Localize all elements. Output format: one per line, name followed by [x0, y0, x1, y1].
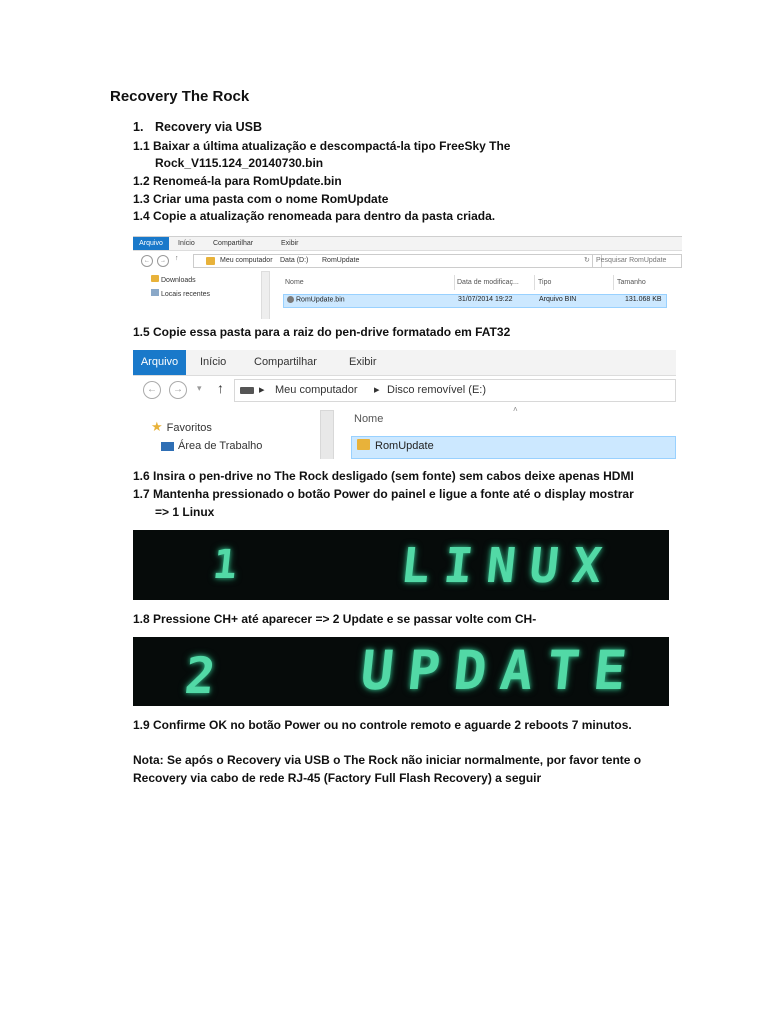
back-icon[interactable]: ←: [143, 381, 161, 399]
note-line-1: Nota: Se após o Recovery via USB o The Rock não iniciar normalmente, por favor tente o: [133, 753, 642, 767]
sidebar-item-locais-recentes[interactable]: [151, 289, 210, 298]
file-icon: [287, 296, 294, 303]
sidebar-item-downloads[interactable]: [151, 275, 196, 284]
sidebar-label: Locais recentes: [161, 291, 211, 298]
file-name: [287, 296, 345, 303]
column-data[interactable]: Data de modificaç...: [457, 279, 519, 286]
tab-arquivo[interactable]: Arquivo: [133, 350, 186, 375]
forward-icon[interactable]: →: [157, 255, 169, 267]
step-1-3: 1.3 Criar uma pasta com o nome RomUpdate: [133, 192, 389, 206]
sidebar-label: Favoritos: [166, 422, 212, 434]
explorer-screenshot-1: [133, 236, 682, 319]
section-number: 1.: [133, 120, 144, 134]
up-icon[interactable]: ↑: [217, 380, 224, 396]
section-title: Recovery via USB: [155, 120, 263, 134]
column-divider: [613, 275, 614, 290]
folder-icon: [206, 257, 215, 265]
tab-inicio[interactable]: Início: [178, 240, 195, 247]
search-input[interactable]: [592, 254, 682, 268]
sidebar-scrollbar[interactable]: [261, 271, 270, 319]
recent-icon: [151, 289, 159, 296]
search-placeholder: Pesquisar RomUpdate: [596, 257, 667, 264]
chevron-right-icon: ▸: [374, 384, 380, 396]
desktop-icon: [161, 442, 174, 451]
path-segment[interactable]: Meu computador: [275, 384, 358, 396]
file-date: 31/07/2014 19:22: [458, 296, 513, 303]
tab-compartilhar[interactable]: Compartilhar: [254, 356, 317, 368]
tab-arquivo[interactable]: Arquivo: [133, 237, 169, 250]
path-segment[interactable]: Data (D:): [280, 257, 309, 264]
explorer-screenshot-2: [133, 350, 676, 459]
chevron-right-icon: ▸: [259, 384, 265, 396]
column-nome[interactable]: Nome: [285, 279, 304, 286]
note-line-2: Recovery via cabo de rede RJ-45 (Factory Full Flash Recovery) a seguir: [133, 771, 542, 785]
vfd-text: UPDATE: [357, 639, 644, 702]
path-segment[interactable]: Disco removível (E:): [387, 384, 487, 396]
sort-arrow-icon: ˄: [513, 405, 518, 414]
column-divider: [534, 275, 535, 290]
step-1-7-cont: => 1 Linux: [155, 505, 215, 519]
vfd-number: 2: [181, 647, 233, 705]
step-1-7: 1.7 Mantenha pressionado o botão Power do painel e ligue a fonte até o display mostrar: [133, 487, 634, 501]
step-1-6: 1.6 Insira o pen-drive no The Rock desligado (sem fonte) sem cabos deixe apenas HDMI: [133, 469, 634, 483]
chevron-down-icon[interactable]: ▾: [197, 383, 202, 393]
refresh-icon[interactable]: ↻: [584, 257, 590, 264]
sidebar-scrollbar[interactable]: [320, 410, 334, 459]
tab-inicio[interactable]: Início: [200, 356, 227, 368]
vfd-text: LINUX: [398, 538, 619, 594]
path-segment[interactable]: RomUpdate: [322, 257, 360, 264]
step-1-2: 1.2 Renomeá-la para RomUpdate.bin: [133, 174, 342, 188]
star-icon: ★: [151, 419, 163, 434]
column-nome[interactable]: Nome: [354, 413, 384, 425]
back-icon[interactable]: ←: [141, 255, 153, 267]
step-1-4: 1.4 Copie a atualização renomeada para dentro da pasta criada.: [133, 209, 496, 223]
folder-icon: [151, 275, 159, 282]
step-1-8: 1.8 Pressione CH+ até aparecer => 2 Update e se passar volte com CH-: [133, 612, 537, 626]
address-bar[interactable]: [193, 254, 602, 268]
address-bar[interactable]: [234, 379, 676, 402]
file-type: Arquivo BIN: [539, 296, 577, 303]
tab-compartilhar[interactable]: Compartilhar: [213, 240, 254, 247]
drive-icon: [240, 387, 254, 394]
folder-icon: [357, 439, 370, 453]
column-divider: [454, 275, 455, 290]
sidebar-item-area-de-trabalho[interactable]: [161, 440, 262, 452]
file-name-label: RomUpdate.bin: [296, 296, 345, 304]
vfd-display-linux: [133, 530, 669, 600]
folder-name: RomUpdate: [375, 440, 434, 452]
sidebar-item-favoritos[interactable]: [151, 419, 212, 435]
folder-shape: [357, 439, 370, 450]
sidebar-label: Downloads: [161, 277, 196, 284]
vfd-number: 1: [210, 542, 254, 588]
up-icon[interactable]: ↑: [175, 255, 179, 262]
sidebar-label: Área de Trabalho: [178, 440, 263, 452]
path-segment[interactable]: Meu computador: [220, 257, 273, 264]
column-tamanho[interactable]: Tamanho: [617, 279, 646, 286]
tab-exibir[interactable]: Exibir: [349, 356, 377, 368]
step-1-1: 1.1 Baixar a última atualização e descompactá-la tipo FreeSky The: [133, 139, 511, 153]
tab-exibir[interactable]: Exibir: [281, 240, 299, 247]
step-1-1-cont: Rock_V115.124_20140730.bin: [155, 156, 324, 170]
doc-title: Recovery The Rock: [110, 88, 250, 105]
step-1-5: 1.5 Copie essa pasta para a raiz do pen-drive formatado em FAT32: [133, 325, 511, 339]
vfd-display-update: [133, 637, 669, 706]
step-1-9: 1.9 Confirme OK no botão Power ou no controle remoto e aguarde 2 reboots 7 minutos.: [133, 718, 632, 732]
file-size: 131.068 KB: [625, 296, 662, 303]
column-tipo[interactable]: Tipo: [538, 279, 552, 286]
forward-icon[interactable]: →: [169, 381, 187, 399]
